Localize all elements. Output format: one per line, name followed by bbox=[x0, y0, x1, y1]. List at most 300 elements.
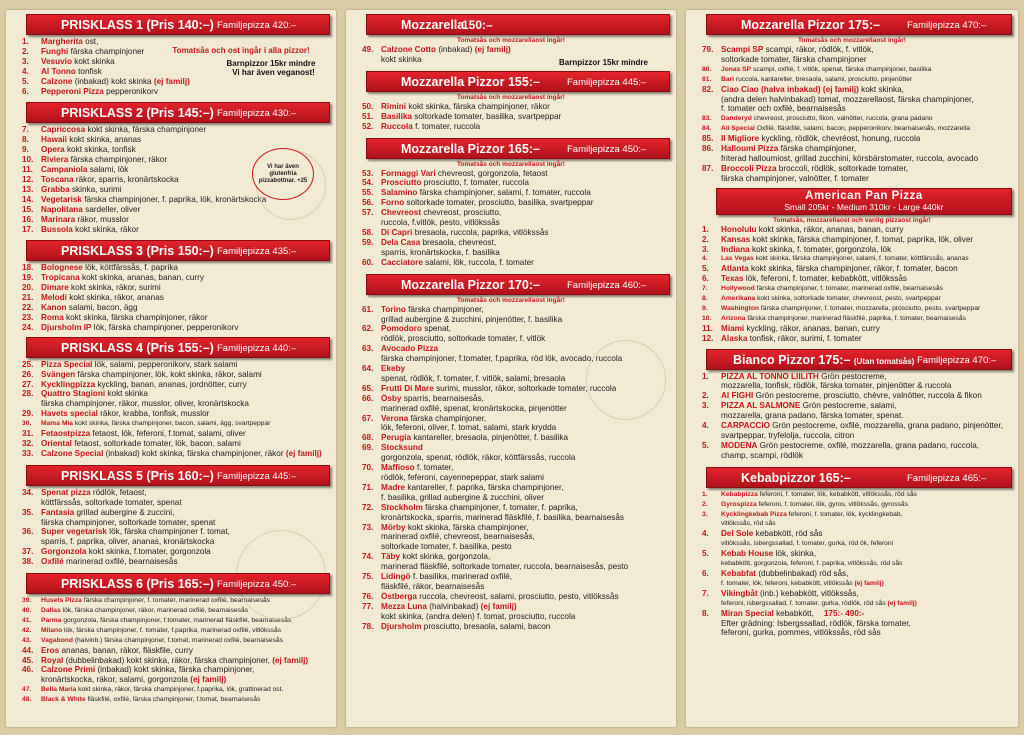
menu-item bbox=[702, 401, 1014, 411]
menu-item bbox=[702, 539, 1014, 549]
item-name: Spenat pizza bbox=[41, 487, 91, 497]
item-number: 62. bbox=[362, 324, 374, 334]
menu-item bbox=[362, 542, 672, 552]
item-number: 14. bbox=[22, 194, 34, 204]
item-name: Salamino bbox=[381, 188, 418, 198]
item-ingredients: färska champinjoner, f. tomater, marinerad oxfilé, bearnaisesås bbox=[83, 597, 270, 605]
item-list bbox=[686, 490, 1018, 639]
menu-item bbox=[362, 188, 672, 198]
item-name: PIZZA AL SALMONE bbox=[721, 401, 801, 411]
item-number: 52. bbox=[362, 121, 374, 131]
item-name: Capriccosa bbox=[41, 125, 86, 135]
item-ingredients: Grön pestocreme, prosciutto, chèvre, valnötter, ruccola & fikon bbox=[755, 391, 982, 401]
menu-item bbox=[362, 483, 672, 493]
menu-item bbox=[362, 513, 672, 523]
menu-item bbox=[702, 124, 1014, 134]
menu-item bbox=[362, 198, 672, 208]
item-ingredients: färska champinjoner, valnötter, f. tomater bbox=[721, 173, 869, 183]
menu-item bbox=[702, 245, 1014, 255]
item-number: 82. bbox=[702, 84, 714, 94]
item-number: 41. bbox=[22, 616, 32, 624]
item-ingredients: f. tomater, ruccola bbox=[415, 121, 481, 131]
item-list bbox=[346, 169, 676, 268]
menu-item bbox=[362, 493, 672, 503]
item-ingredients: Grön pestocreme, oxfilé, mozzarella, grana padano, pinjenötter, bbox=[772, 421, 1004, 431]
menu-item bbox=[362, 112, 672, 122]
menu-item bbox=[702, 304, 1014, 314]
item-number: 2. bbox=[702, 500, 708, 508]
item-ingredients: ruccola, kantareller, bresaola, salami, prosciutto, pinjenötter bbox=[735, 75, 913, 83]
pizza-doodle bbox=[586, 340, 666, 420]
item-name: Melodi bbox=[41, 293, 67, 303]
item-ingredients: tonfisk bbox=[78, 66, 102, 76]
item-number: 77. bbox=[362, 601, 374, 611]
item-ingredients: kokt skinka, soltorkade tomater, chevreost, pesto, svartpeppar bbox=[757, 295, 941, 303]
menu-item bbox=[362, 228, 672, 238]
item-name: Dimare bbox=[41, 283, 69, 293]
item-number: 8. bbox=[702, 608, 709, 618]
menu-item bbox=[362, 453, 672, 463]
item-number: 25. bbox=[22, 359, 34, 369]
item-ingredients: kokt skinka, färska champinjoner, bacon, salami, ägg, svartpeppar bbox=[74, 420, 271, 428]
item-name: Marinara bbox=[41, 214, 76, 224]
item-number: 86. bbox=[702, 144, 714, 154]
item-ingredients: chevreost, prosciutto, bbox=[423, 208, 502, 218]
section-banner-priskl6: PRISKLASS 6 (Pris 165:–) Familjepizza 450:– bbox=[26, 573, 330, 594]
american-sizes: Small 205kr - Medium 310kr - Large 440kr bbox=[784, 201, 944, 212]
item-ingredients: salami, lök, ruccola, f. tomater bbox=[425, 257, 534, 267]
item-name: Quattro Stagioni bbox=[41, 389, 106, 399]
menu-item bbox=[22, 135, 332, 145]
item-number: 5. bbox=[702, 440, 709, 450]
item-ingredients: kokt skinka, räkor bbox=[75, 224, 139, 234]
item-ingredients: köttfärssås, soltorkade tomater, spenat bbox=[41, 497, 182, 507]
item-ingredients: färska champinjoner, räkor, musslor, oliver, kronärtskocka bbox=[41, 399, 249, 409]
item-ingredients: marinerad oxfilé, chevreost, bearnaisesås, bbox=[381, 532, 535, 542]
item-ingredients: gorgonzola, färska champinjoner, f.tomater, marinerad fläskfilé, bearnaisesås bbox=[63, 616, 292, 624]
menu-item bbox=[362, 602, 672, 612]
item-number: 54. bbox=[362, 178, 374, 188]
item-name: Madre bbox=[381, 482, 406, 492]
item-number: 34. bbox=[22, 487, 34, 497]
item-ingredients: scampi, oxfilé, f. vitlök, spenat, färska champinjoner, basilika bbox=[752, 65, 932, 73]
item-number: 87. bbox=[702, 163, 714, 173]
menu-item bbox=[702, 431, 1014, 441]
item-name: Alaska bbox=[721, 333, 748, 343]
item-number: 40. bbox=[22, 606, 32, 614]
item-ingredients: färska champinjoner, bbox=[410, 413, 487, 423]
item-name: Ciao Ciao (halva inbakad) (ej familj) bbox=[721, 84, 859, 94]
menu-item bbox=[22, 488, 332, 498]
item-ingredients: pepperonikorv bbox=[106, 86, 158, 96]
item-name: Pepperoni Pizza bbox=[41, 86, 104, 96]
item-name: Maffioso bbox=[381, 463, 415, 473]
menu-item bbox=[362, 122, 672, 132]
item-number: 42. bbox=[22, 626, 32, 634]
item-number: 16. bbox=[22, 214, 34, 224]
item-number: 5. bbox=[22, 76, 29, 86]
item-name: Hollywood bbox=[721, 285, 755, 293]
item-number: 81. bbox=[702, 75, 712, 83]
item-name: Al FIGHI bbox=[721, 391, 754, 401]
item-ingredients: Oxfilé, fläskfilé, salami, bacon, pepperonikorv, bearnaisesås, mozzarella bbox=[756, 125, 970, 133]
menu-item bbox=[22, 675, 332, 685]
item-ingredients: bresaola, chevreost, bbox=[422, 237, 497, 247]
item-name: Perugia bbox=[381, 433, 412, 443]
item-number: 51. bbox=[362, 111, 374, 121]
item-ingredients: f. tomater, bbox=[416, 463, 454, 473]
menu-item bbox=[362, 612, 672, 622]
item-name: Husets Pizza bbox=[41, 597, 82, 605]
item-name: Broccoli Pizza bbox=[721, 163, 777, 173]
item-number: 2. bbox=[702, 234, 709, 244]
item-name: Miami bbox=[721, 323, 745, 333]
item-ingredients: marinerad fläskfilé, soltorkade tomater, ruccola, bearnaisesås, pesto bbox=[381, 562, 629, 572]
sub-note: Tomatsås och mozzarellaost ingår! bbox=[457, 160, 565, 168]
item-name: Havets special bbox=[41, 409, 98, 419]
menu-item bbox=[22, 87, 332, 97]
item-note: (ej familj) bbox=[887, 599, 917, 607]
item-number: 39. bbox=[22, 597, 32, 605]
menu-item bbox=[22, 360, 332, 370]
item-ingredients: kokt skinka, (andra delen) f. tomat, prosciutto, ruccola bbox=[381, 611, 576, 621]
item-number: 49. bbox=[362, 45, 374, 54]
item-number: 3. bbox=[22, 56, 29, 66]
item-name: Parma bbox=[41, 616, 62, 624]
menu-item bbox=[22, 263, 332, 273]
item-ingredients: rödlök, fetaost, bbox=[92, 487, 147, 497]
item-number: 38. bbox=[22, 557, 34, 567]
item-number: 2. bbox=[702, 391, 709, 401]
sub-note: Tomatsås och mozzarellaost ingår! bbox=[457, 37, 565, 44]
item-ingredients: broccoli, rödlök, soltorkade tomater, bbox=[778, 163, 909, 173]
section-banner-mozz170: Mozzarella Pizzor 170:– Familjepizza 460:– bbox=[366, 274, 670, 295]
item-name: Calzone Special bbox=[41, 448, 104, 458]
item-number: 3. bbox=[702, 244, 709, 254]
menu-item bbox=[362, 552, 672, 562]
menu-item bbox=[702, 599, 1014, 609]
item-number: 9. bbox=[702, 304, 708, 312]
item-number: 56. bbox=[362, 198, 374, 208]
item-number: 3. bbox=[702, 401, 709, 411]
menu-item bbox=[702, 549, 1014, 559]
item-ingredients: lök, färska champinjoner, pepperonikorv bbox=[93, 322, 239, 332]
item-number: 30. bbox=[22, 420, 32, 428]
item-number: 63. bbox=[362, 344, 374, 354]
item-number: 69. bbox=[362, 443, 374, 453]
item-name: Texas bbox=[721, 274, 744, 284]
item-number: 37. bbox=[22, 547, 34, 557]
item-ingredients: kebabkött, bbox=[776, 608, 814, 618]
item-ingredients: lök, salami, pepperonikorv, stark salami bbox=[94, 359, 238, 369]
item-ingredients: feferoni, isbergssallad, f. tomater, gurka, rödlök, röd sås bbox=[721, 599, 886, 607]
item-name: Ali Special bbox=[721, 125, 755, 133]
item-name: Calzone Cotto bbox=[381, 45, 437, 54]
menu-item bbox=[362, 523, 672, 533]
item-ingredients: fetaost, soltorkade tomater, lök, bacon, salami bbox=[74, 439, 241, 448]
menu-item bbox=[22, 293, 332, 303]
item-ingredients: (inbakad) kokt skinka bbox=[74, 76, 152, 86]
note-child: Barnpizzor 15kr mindre bbox=[559, 58, 648, 67]
section-banner-priskl3: PRISKLASS 3 (Pris 150:–) Familjepizza 435:– bbox=[26, 240, 330, 261]
item-name: Mezza Luna bbox=[381, 601, 427, 611]
menu-item bbox=[702, 144, 1014, 154]
item-name: CARPACCIO bbox=[721, 421, 770, 431]
item-ingredients: färska champinjoner, bbox=[780, 144, 857, 154]
menu-item bbox=[22, 313, 332, 323]
item-ingredients: prosciutto, f. tomater, ruccola bbox=[423, 178, 529, 188]
menu-item bbox=[702, 254, 1014, 264]
menu-item bbox=[22, 419, 332, 429]
item-number: 68. bbox=[362, 433, 374, 443]
menu-item bbox=[22, 518, 332, 528]
item-number: 7. bbox=[22, 125, 29, 135]
item-ingredients: (inbakad) kokt skinka, färska champinjoner, bbox=[97, 665, 255, 675]
item-ingredients: vitlökssås, isbergssallad, f. tomater, gurka, röd ök, feferoni bbox=[721, 540, 894, 548]
item-ingredients: lök, köttfärssås, f. paprika bbox=[85, 263, 178, 273]
item-number: 4. bbox=[702, 529, 709, 539]
menu-item bbox=[702, 324, 1014, 334]
item-name: Miran Special bbox=[721, 608, 774, 618]
item-name: Kansas bbox=[721, 234, 751, 244]
item-name: Östberga bbox=[381, 591, 417, 601]
item-name: Napolitana bbox=[41, 204, 83, 214]
item-name: Al Tonno bbox=[41, 66, 76, 76]
item-note: (ej familj) bbox=[854, 579, 884, 587]
item-name: Dallas bbox=[41, 606, 61, 614]
item-number: 71. bbox=[362, 482, 374, 492]
item-number: 7. bbox=[702, 588, 709, 598]
item-ingredients: sparris, bearnaisesås, bbox=[403, 393, 484, 403]
item-name: Ruccola bbox=[381, 121, 413, 131]
item-number: 1. bbox=[702, 490, 708, 498]
item-name: Vegetarisk bbox=[41, 194, 82, 204]
item-name: Mama Mia bbox=[41, 420, 73, 428]
item-name: Mörby bbox=[381, 522, 406, 532]
item-number: 5. bbox=[702, 549, 709, 559]
item-ingredients: färska champinjoner bbox=[70, 46, 145, 56]
menu-item bbox=[702, 381, 1014, 391]
item-ingredients: kyckling, räkor, ananas, banan, curry bbox=[746, 323, 880, 333]
item-number: 83. bbox=[702, 115, 712, 123]
item-name: Danderyd bbox=[721, 115, 752, 123]
item-name: Dela Casa bbox=[381, 237, 421, 247]
menu-item bbox=[702, 294, 1014, 304]
item-ingredients: kokt skinka, färska champinjoner, f. tomat, paprika, lök, oliver bbox=[752, 234, 974, 244]
item-ingredients: tonfisk, räkor, surimi, f. tomater bbox=[749, 333, 862, 343]
menu-item bbox=[702, 510, 1014, 520]
menu-item bbox=[22, 225, 332, 235]
item-name: Kebab House bbox=[721, 549, 774, 559]
item-number: 6. bbox=[702, 568, 709, 578]
item-list bbox=[686, 372, 1018, 461]
menu-item bbox=[362, 562, 672, 572]
item-name: Stocksund bbox=[381, 443, 423, 453]
menu-item bbox=[22, 125, 332, 135]
item-number: 1. bbox=[22, 37, 29, 46]
item-number: 4. bbox=[702, 421, 709, 431]
item-ingredients: kokt skinka, f.tomater, gorgonzola bbox=[88, 547, 211, 557]
menu-item bbox=[702, 235, 1014, 245]
section-banner-priskl4: PRISKLASS 4 (Pris 155:–) Familjepizza 440:– bbox=[26, 337, 330, 358]
menu-item bbox=[362, 238, 672, 248]
item-ingredients: surimi, musslor, räkor, soltorkade tomater, ruccola bbox=[436, 383, 617, 393]
item-ingredients: kokt skinka, färska champinjoner, salami, f. tomater, köttfärssås, ananas bbox=[755, 255, 969, 263]
item-ingredients: kantareller, bresaola, pinjenötter, f. basilika bbox=[413, 433, 569, 443]
menu-item bbox=[702, 559, 1014, 569]
item-ingredients: spenat, rödlök, f. tomater, f. vitlök, salami, bresaola bbox=[381, 373, 566, 383]
item-name: Opera bbox=[41, 145, 65, 155]
item-name: Ösby bbox=[381, 393, 402, 403]
note-child: Barnpizzor 15kr mindre bbox=[226, 59, 316, 68]
section-banner-mozz155: Mozzarella Pizzor 155:– Familjepizza 445:– bbox=[366, 71, 670, 92]
item-note: (ej familj) bbox=[272, 655, 309, 665]
item-number: 1. bbox=[702, 224, 709, 234]
menu-item bbox=[22, 399, 332, 409]
menu-item bbox=[362, 582, 672, 592]
note-tomato: Tomatsås och ost ingår i alla pizzor! bbox=[172, 46, 310, 55]
item-number: 27. bbox=[22, 379, 34, 389]
gluten-note: Vi har även glutenfria pizzabottnar. +25 bbox=[252, 148, 314, 200]
item-ingredients: f. tomater och oxfilé, bearnaisesås bbox=[721, 104, 846, 114]
item-number: 65. bbox=[362, 383, 374, 393]
item-number: 9. bbox=[22, 145, 29, 155]
item-ingredients: färska champinjoner, bbox=[408, 304, 484, 314]
menu-item bbox=[702, 411, 1014, 421]
item-number: 29. bbox=[22, 409, 34, 419]
item-number: 48. bbox=[22, 696, 32, 704]
item-ingredients: (dubbelinbakad) röd sås, bbox=[758, 568, 849, 578]
menu-item bbox=[22, 389, 332, 399]
item-ingredients: kokt skinka, räkor, färska champinjoner, f.paprika, lök, grattinerad ost. bbox=[78, 686, 284, 694]
item-name: Svängen bbox=[41, 369, 76, 379]
item-name: Il Migliore bbox=[721, 134, 760, 144]
menu-item bbox=[702, 225, 1014, 235]
item-ingredients: kokt skinka, f. tomater, gorgonzola, lök bbox=[751, 244, 892, 254]
menu-item bbox=[362, 45, 672, 55]
item-number: 55. bbox=[362, 188, 374, 198]
item-name: Campaniola bbox=[41, 165, 88, 175]
item-ingredients: (inbakad) bbox=[438, 45, 473, 54]
item-ingredients: gorgonzola, spenat, rödlök, räkor, köttfärssås, ruccola bbox=[381, 453, 576, 463]
menu-item bbox=[362, 473, 672, 483]
item-ingredients: lök, färska champinjoner f. tomat, bbox=[109, 527, 230, 537]
item-ingredients: skinka, surimi bbox=[71, 184, 122, 194]
item-name: Kycklingpizza bbox=[41, 379, 96, 389]
menu-item bbox=[22, 323, 332, 333]
item-number: 1. bbox=[702, 371, 709, 381]
item-name: Black & White bbox=[41, 696, 86, 704]
item-number: 4. bbox=[702, 255, 708, 263]
menu-item bbox=[702, 264, 1014, 274]
item-name: Milano bbox=[41, 626, 63, 634]
item-ingredients: feferoni, f. tomater, lök, kebabkött, vitlökssås, röd sås bbox=[759, 490, 917, 498]
item-name: Funghi bbox=[41, 46, 69, 56]
item-name: Riviera bbox=[41, 155, 69, 165]
item-name: Avocado Pizza bbox=[381, 344, 439, 354]
item-ingredients: färska champinjoner, marinerad fläskfilé, paprika, f. tomater, bearnaisesås bbox=[747, 314, 966, 322]
item-ingredients: färska champinjoner, f.tomater, f.paprika, röd lök, avocado, ruccola bbox=[381, 354, 623, 364]
menu-item bbox=[362, 178, 672, 188]
menu-item bbox=[702, 589, 1014, 599]
item-ingredients: champ, scampi, rödlök bbox=[721, 450, 803, 460]
menu-item bbox=[702, 134, 1014, 144]
item-name: Oriental bbox=[41, 439, 72, 448]
menu-item bbox=[362, 169, 672, 179]
item-name: Honolulu bbox=[721, 224, 757, 234]
item-ingredients: rödlök, feferoni, cayennepeppar, stark salami bbox=[381, 473, 544, 482]
menu-item bbox=[702, 104, 1014, 114]
item-number: 11. bbox=[702, 323, 713, 333]
menu-item bbox=[22, 508, 332, 518]
item-ingredients: färska champinjoner, f. tomater, mozzarella, prosciutto, pesto, svartpeppar bbox=[760, 304, 981, 312]
item-number: 18. bbox=[22, 263, 34, 273]
menu-item bbox=[22, 409, 332, 419]
menu-item bbox=[362, 305, 672, 315]
item-name: Gyrospizza bbox=[721, 500, 757, 508]
item-number: 13. bbox=[22, 184, 34, 194]
item-name: Pomodoro bbox=[381, 324, 422, 334]
item-name: Forno bbox=[381, 198, 405, 208]
item-number: 10. bbox=[22, 155, 34, 165]
item-ingredients: färska champinjoner, räkor bbox=[70, 155, 168, 165]
section-banner-mozz175: Mozzarella Pizzor 175:– Familjepizza 470:– bbox=[706, 14, 1012, 35]
item-ingredients: Efter grädning: Isbergssallad, rödlök, färska tomater, bbox=[721, 618, 911, 628]
item-name: Stockholm bbox=[381, 502, 423, 512]
menu-item bbox=[362, 208, 672, 218]
item-name: Oxfilé bbox=[41, 557, 64, 567]
menu-item bbox=[362, 572, 672, 582]
item-name: Lidingö bbox=[381, 572, 411, 582]
item-name: Bolognese bbox=[41, 263, 83, 273]
menu-item bbox=[22, 439, 332, 449]
item-ingredients: grillad aubergine & zuccini, bbox=[76, 507, 175, 517]
item-number: 66. bbox=[362, 393, 374, 403]
menu-item bbox=[22, 449, 332, 459]
item-number: 22. bbox=[22, 303, 34, 313]
item-number: 6. bbox=[22, 86, 29, 96]
sub-note: Tomatsås och mozzarellaost ingår! bbox=[798, 37, 906, 44]
item-number: 20. bbox=[22, 283, 34, 293]
item-name: Verona bbox=[381, 413, 409, 423]
item-name: Chevreost bbox=[381, 208, 422, 218]
item-ingredients: friterad halloumiost, grillad zucchini, körsbärstomater, ruccola, avocado bbox=[721, 153, 979, 163]
item-number: 4. bbox=[22, 66, 29, 76]
item-number: 57. bbox=[362, 208, 374, 218]
item-ingredients: fetaost, lök, feferoni, f.tomat, salami, oliver bbox=[92, 429, 246, 439]
item-number: 2. bbox=[22, 46, 29, 56]
item-name: Rimini bbox=[381, 101, 407, 111]
item-name: Amerikana bbox=[721, 295, 756, 303]
item-ingredients: kokt skinka, räkor, ananas bbox=[69, 293, 164, 303]
item-name: Bari bbox=[721, 75, 735, 83]
item-number: 80. bbox=[702, 65, 712, 73]
menu-item bbox=[702, 55, 1014, 65]
item-name: Di Capri bbox=[381, 227, 413, 237]
item-ingredients: sardeller, oliver bbox=[85, 204, 141, 214]
item-ingredients: kokt skinka bbox=[107, 389, 148, 399]
menu-item bbox=[702, 569, 1014, 579]
menu-item bbox=[362, 622, 672, 632]
item-ingredients: feferoni, f. tomater, lök, kycklingkebab, bbox=[788, 510, 903, 518]
menu-item bbox=[362, 503, 672, 513]
item-ingredients: prosciutto, bresaola, salami, bacon bbox=[423, 621, 551, 631]
menu-item bbox=[702, 164, 1014, 174]
menu-item bbox=[22, 646, 332, 656]
item-number: 31. bbox=[22, 429, 34, 439]
menu-item bbox=[22, 429, 332, 439]
item-number: 11. bbox=[22, 165, 33, 175]
